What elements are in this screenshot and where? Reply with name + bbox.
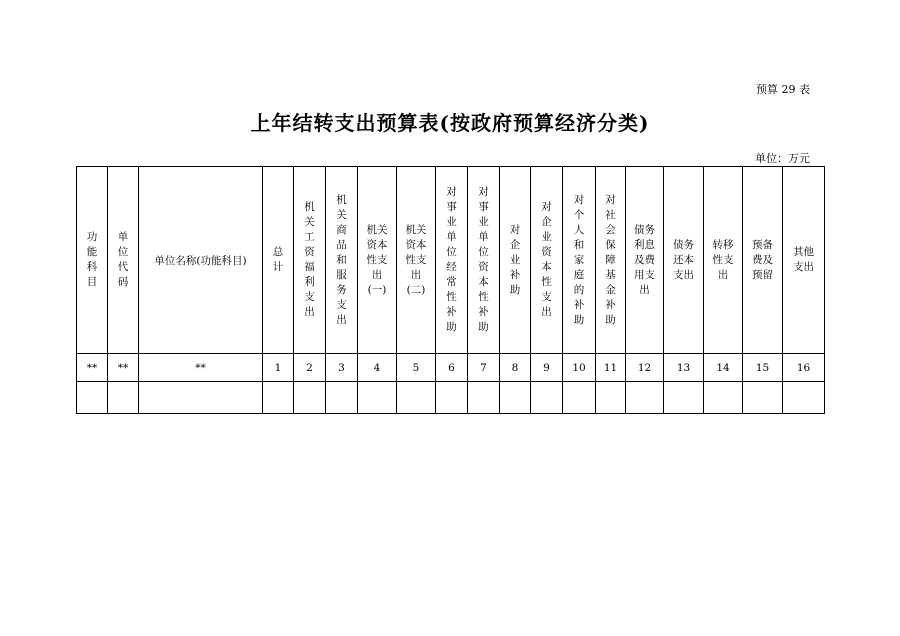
budget-table	[76, 166, 825, 414]
header-label: 机关商品和服务支出	[336, 193, 347, 326]
table-cell: 13	[664, 354, 704, 382]
table-cell: 4	[358, 354, 397, 382]
table-cell	[500, 382, 531, 414]
table-cell	[563, 382, 596, 414]
table-cell: 9	[531, 354, 563, 382]
table-cell: 1	[263, 354, 294, 382]
table-cell	[783, 382, 825, 414]
table-cell	[294, 382, 326, 414]
header-label: 对社会保障基金补助	[605, 193, 616, 326]
header-label: 机关工资福利支出	[304, 201, 315, 318]
table-cell: 10	[563, 354, 596, 382]
header-label: 对企业资本性支出	[541, 201, 552, 318]
header-cell	[397, 167, 436, 354]
table-cell	[743, 382, 783, 414]
header-label: 对事业单位经常性补助	[446, 186, 457, 333]
table-cell	[436, 382, 468, 414]
table-cell	[468, 382, 500, 414]
header-cell	[704, 167, 743, 354]
table-cell	[326, 382, 358, 414]
header-label: 单位代码	[117, 231, 129, 288]
table-cell: **	[108, 354, 139, 382]
table-cell	[596, 382, 626, 414]
header-label: 机关资本性支出(一)	[366, 223, 388, 296]
table-cell	[77, 382, 108, 414]
header-label: 转移性支出	[712, 238, 734, 281]
header-cell	[664, 167, 704, 354]
header-cell	[500, 167, 531, 354]
header-label: 功能科目	[86, 231, 98, 288]
header-cell	[108, 167, 139, 354]
table-cell: **	[77, 354, 108, 382]
column-code-row	[77, 354, 825, 382]
page-title: 上年结转支出预算表(按政府预算经济分类)	[250, 111, 650, 135]
header-cell	[436, 167, 468, 354]
header-cell	[326, 167, 358, 354]
table-cell: 8	[500, 354, 531, 382]
table-cell: **	[139, 354, 263, 382]
header-label: 债务还本支出	[673, 238, 694, 281]
table-cell: 2	[294, 354, 326, 382]
table-cell: 12	[626, 354, 664, 382]
table-cell: 11	[596, 354, 626, 382]
form-code: 预算 29 表	[756, 83, 810, 96]
header-label: 对个人和家庭的补助	[573, 193, 585, 326]
header-cell	[294, 167, 326, 354]
header-label: 债务利息及费用支出	[634, 223, 655, 296]
table-cell	[704, 382, 743, 414]
table-cell: 15	[743, 354, 783, 382]
header-cell	[783, 167, 825, 354]
header-label: 对企业补助	[509, 223, 521, 296]
header-label: 对事业单位资本性补助	[478, 186, 489, 333]
table-cell	[263, 382, 294, 414]
header-cell	[563, 167, 596, 354]
table-cell	[108, 382, 139, 414]
table-row	[77, 382, 825, 414]
header-cell	[468, 167, 500, 354]
header-label: 预备费及预留	[752, 238, 773, 281]
table-cell: 6	[436, 354, 468, 382]
table-cell	[397, 382, 436, 414]
table-cell: 7	[468, 354, 500, 382]
table-cell	[531, 382, 563, 414]
header-label: 其他支出	[793, 246, 814, 273]
header-cell	[596, 167, 626, 354]
table-cell	[664, 382, 704, 414]
table-cell: 3	[326, 354, 358, 382]
header-cell	[77, 167, 108, 354]
table-cell	[139, 382, 263, 414]
header-label: 单位名称(功能科目)	[154, 254, 247, 267]
header-label: 机关资本性支出(二)	[405, 223, 427, 296]
table-cell: 5	[397, 354, 436, 382]
header-cell	[139, 167, 263, 354]
table-cell	[626, 382, 664, 414]
table-cell: 16	[783, 354, 825, 382]
table-cell	[358, 382, 397, 414]
table-header-row	[77, 167, 825, 354]
header-cell	[263, 167, 294, 354]
header-cell	[358, 167, 397, 354]
header-label: 总计	[272, 246, 284, 273]
header-cell	[531, 167, 563, 354]
header-cell	[626, 167, 664, 354]
header-cell	[743, 167, 783, 354]
table-cell: 14	[704, 354, 743, 382]
unit-label: 单位：万元	[755, 152, 810, 165]
